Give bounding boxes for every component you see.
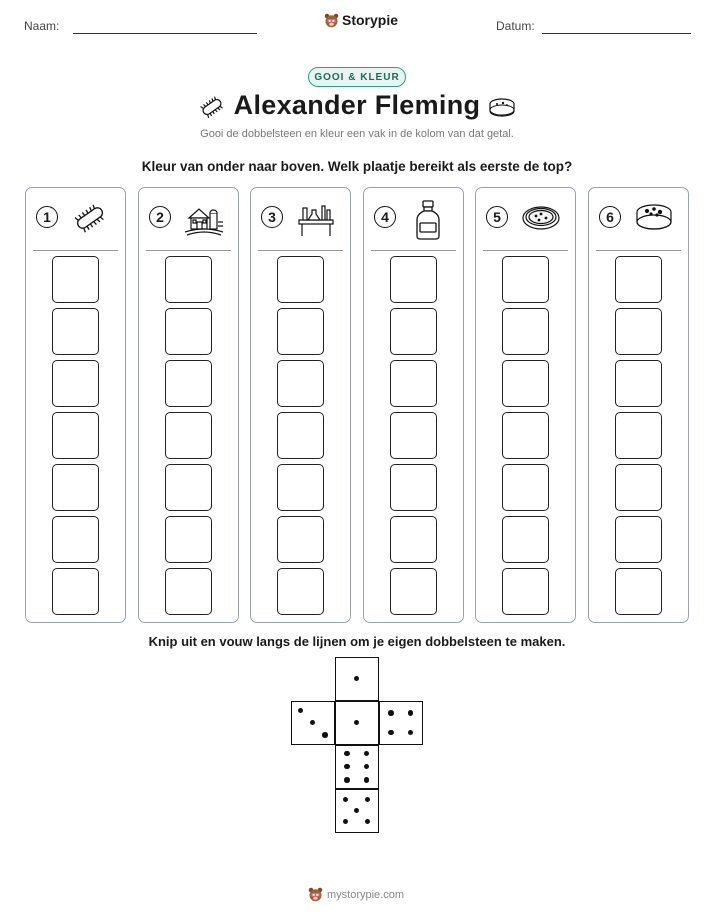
petri-dish-icon — [488, 96, 516, 120]
column-divider — [596, 250, 681, 251]
dice-pip — [343, 819, 349, 825]
dice-pip — [364, 764, 370, 770]
dice-pip — [365, 819, 371, 825]
color-cell[interactable] — [502, 412, 549, 459]
color-cell[interactable] — [165, 360, 212, 407]
column-number: 2 — [149, 206, 171, 228]
column-3 — [250, 187, 351, 623]
color-cell[interactable] — [390, 464, 437, 511]
petri-dish-icon — [520, 198, 562, 238]
color-cell[interactable] — [615, 256, 662, 303]
dice-pip — [344, 764, 350, 770]
column-1 — [25, 187, 126, 623]
color-cell[interactable] — [52, 568, 99, 615]
farm-icon — [183, 198, 225, 238]
color-cell[interactable] — [502, 464, 549, 511]
dice-face-1 — [335, 657, 379, 701]
dice-pip — [354, 720, 360, 726]
color-cell[interactable] — [615, 568, 662, 615]
dice-pip — [343, 797, 349, 803]
dice-face-1 — [335, 701, 379, 745]
color-cell[interactable] — [390, 308, 437, 355]
color-cell[interactable] — [165, 464, 212, 511]
column-5 — [475, 187, 576, 623]
column-number: 5 — [486, 206, 508, 228]
name-line[interactable] — [73, 33, 257, 34]
page-title: Alexander Fleming — [233, 90, 481, 120]
color-cell[interactable] — [52, 516, 99, 563]
dice-pip — [364, 751, 370, 757]
bear-mascot-icon — [308, 887, 323, 902]
color-cell[interactable] — [165, 412, 212, 459]
activity-badge: GOOI & KLEUR — [308, 67, 406, 87]
color-cell[interactable] — [277, 412, 324, 459]
color-cell[interactable] — [165, 256, 212, 303]
color-cell[interactable] — [52, 412, 99, 459]
color-cell[interactable] — [615, 360, 662, 407]
column-2 — [138, 187, 239, 623]
dice-pip — [298, 708, 304, 714]
color-cell[interactable] — [277, 308, 324, 355]
color-cell[interactable] — [277, 360, 324, 407]
footer — [308, 887, 404, 902]
dice-pip — [354, 676, 360, 682]
bacterium-icon — [70, 198, 110, 238]
dice-pip — [408, 730, 414, 736]
column-number: 3 — [261, 206, 283, 228]
color-cell[interactable] — [615, 308, 662, 355]
dice-face-3 — [291, 701, 335, 745]
brand-logo — [324, 12, 398, 28]
color-cell[interactable] — [390, 256, 437, 303]
lab-bench-icon — [295, 198, 337, 238]
color-cell[interactable] — [390, 568, 437, 615]
column-divider — [146, 250, 231, 251]
dice-face-4 — [379, 701, 423, 745]
color-cell[interactable] — [390, 516, 437, 563]
color-cell[interactable] — [277, 464, 324, 511]
column-divider — [483, 250, 568, 251]
dice-pip — [322, 732, 328, 738]
dice-pip — [344, 751, 350, 757]
color-cell[interactable] — [165, 516, 212, 563]
dice-pip — [388, 730, 394, 736]
footer-url: mystorypie.com — [327, 888, 405, 901]
dice-pip — [344, 777, 350, 783]
dice-pip — [310, 720, 316, 726]
color-cell[interactable] — [502, 360, 549, 407]
color-cell[interactable] — [52, 464, 99, 511]
dice-pip — [408, 710, 414, 716]
color-cell[interactable] — [277, 516, 324, 563]
name-label: Naam: — [24, 19, 60, 33]
color-cell[interactable] — [502, 568, 549, 615]
dice-face-6 — [335, 745, 379, 789]
color-cell[interactable] — [390, 360, 437, 407]
color-cell[interactable] — [615, 412, 662, 459]
dice-pip — [388, 710, 394, 716]
petri-dish-colonies-icon — [633, 198, 675, 238]
date-label: Datum: — [496, 19, 535, 33]
color-cell[interactable] — [165, 308, 212, 355]
column-number: 6 — [599, 206, 621, 228]
column-number: 4 — [374, 206, 396, 228]
bear-mascot-icon — [324, 13, 339, 28]
color-cell[interactable] — [615, 516, 662, 563]
color-cell[interactable] — [165, 568, 212, 615]
color-cell[interactable] — [502, 256, 549, 303]
column-6 — [588, 187, 689, 623]
dice-pip — [365, 797, 371, 803]
column-divider — [371, 250, 456, 251]
dice-pip — [354, 808, 360, 814]
color-cell[interactable] — [390, 412, 437, 459]
column-number: 1 — [36, 206, 58, 228]
color-cell[interactable] — [52, 360, 99, 407]
dice-pip — [364, 777, 370, 783]
medicine-bottle-icon — [408, 198, 448, 242]
color-cell[interactable] — [502, 308, 549, 355]
subtitle: Gooi de dobbelsteen en kleur een vak in de kolom van dat getal. — [200, 128, 514, 140]
color-cell[interactable] — [52, 256, 99, 303]
color-cell[interactable] — [52, 308, 99, 355]
dice-face-5 — [335, 789, 379, 833]
color-cell[interactable] — [277, 256, 324, 303]
color-cell[interactable] — [615, 464, 662, 511]
dice-instruction: Knip uit en vouw langs de lijnen om je eigen dobbelsteen te maken. — [148, 634, 566, 649]
color-cell[interactable] — [502, 516, 549, 563]
instruction: Kleur van onder naar boven. Welk plaatje bereikt als eerste de top? — [141, 159, 573, 174]
brand-name: Storypie — [342, 12, 399, 28]
color-cell[interactable] — [277, 568, 324, 615]
column-divider — [33, 250, 118, 251]
column-4 — [363, 187, 464, 623]
date-line[interactable] — [542, 33, 691, 34]
column-divider — [258, 250, 343, 251]
